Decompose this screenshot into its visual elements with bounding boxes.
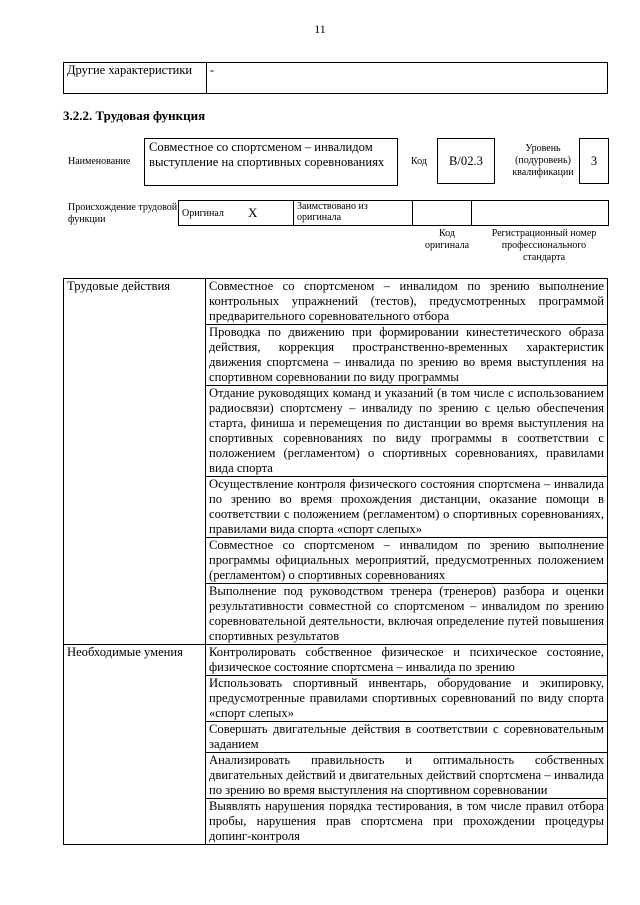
orig-code-cell	[413, 201, 472, 226]
list-item: Совместное со спортсменом – инвалидом по зрению выполнение контрольных упражнений (тестов), предусмотренных программой предварительного соревновательного отбора	[206, 279, 608, 325]
function-name-box: Совместное со спортсменом – инвалидом выступление на спортивных соревнованиях	[144, 138, 398, 186]
list-item: Совместное со спортсменом – инвалидом по зрению выполнение программы официальных мероприятий, предусмотренных положением (регламентом) о спортивных соревнованиях	[206, 538, 608, 584]
original-label: Оригинал	[179, 201, 246, 226]
list-item: Проводка по движению при формировании кинестетического образа действия, коррекция пространственно-временных характеристик движения спортсмена – инвалида по зрению во время выступления на спортивном соревновании по виду программы	[206, 325, 608, 386]
list-item: Выполнение под руководством тренера (тренеров) разбора и оценки результативности совместной со спортсменом – инвалидом по зрению соревновательной деятельности, включая определение путей повышения спортивных результатов	[206, 584, 608, 645]
section-title: 3.2.2. Трудовая функция	[63, 108, 206, 123]
original-mark: X	[245, 201, 294, 226]
list-item: Отдание руководящих команд и указаний (в том числе с использованием радиосвязи) спортсмену – инвалиду по зрению с целью обеспечения старта, финиша и перемещения по дистанции во время выступления на спортивных соревнованиях по виду программы в соответствии с положением (регламентом) о спортивных соревнованиях, правилами вида спорта	[206, 386, 608, 477]
list-item: Анализировать правильность и оптимальность собственных двигательных действий и двигательных действий спортсмена – инвалида по зрению во время выступления на спортивном соревновании	[206, 753, 608, 799]
page-number: 11	[314, 22, 326, 36]
list-item: Контролировать собственное физическое и психическое состояние, физическое состояние спортсмена – инвалида по зрению	[206, 645, 608, 676]
code-box: В/02.3	[437, 138, 495, 184]
borrowed-label: Заимствовано из оригинала	[294, 201, 413, 226]
code-label: Код	[411, 156, 427, 167]
list-item: Осуществление контроля физического состояния спортсмена – инвалида по зрению во время прохождения дистанции, оказание помощи в соответствии с положением (регламентом) о спортивных соревнованиях, правилами вида спорта «спорт слепых»	[206, 477, 608, 538]
other-label: Другие характеристики	[64, 63, 207, 94]
labor-actions-label: Трудовые действия	[64, 279, 206, 645]
table-row	[64, 63, 608, 94]
level-box: 3	[579, 138, 609, 184]
list-item: Совершать двигательные действия в соответствии с соревновательным заданием	[206, 722, 608, 753]
list-item: Использовать спортивный инвентарь, оборудование и экипировку, предусмотренные правилами спортивных соревнований по виду спорта «спорт слепых»	[206, 676, 608, 722]
other-value: -	[207, 63, 608, 94]
reg-number-label: Регистрационный номер профессионального стандарта	[491, 228, 597, 263]
name-label: Наименование	[68, 156, 131, 167]
labor-function-table	[63, 278, 608, 845]
origin-table	[178, 200, 609, 226]
orig-code-label: Код оригинала	[424, 228, 470, 251]
required-skills-label: Необходимые умения	[64, 645, 206, 845]
reg-number-cell	[472, 201, 609, 226]
origin-label: Происхождение трудовой функции	[68, 202, 178, 225]
other-characteristics-table	[63, 62, 608, 94]
list-item: Выявлять нарушения порядка тестирования, в том числе правил отбора пробы, нарушения прав спортсмена при прохождении процедуры допинг-контроля	[206, 799, 608, 845]
level-label: Уровень (подуровень) квалификации	[512, 143, 574, 178]
table-row	[64, 279, 608, 325]
table-row	[179, 201, 609, 226]
table-row	[64, 645, 608, 676]
